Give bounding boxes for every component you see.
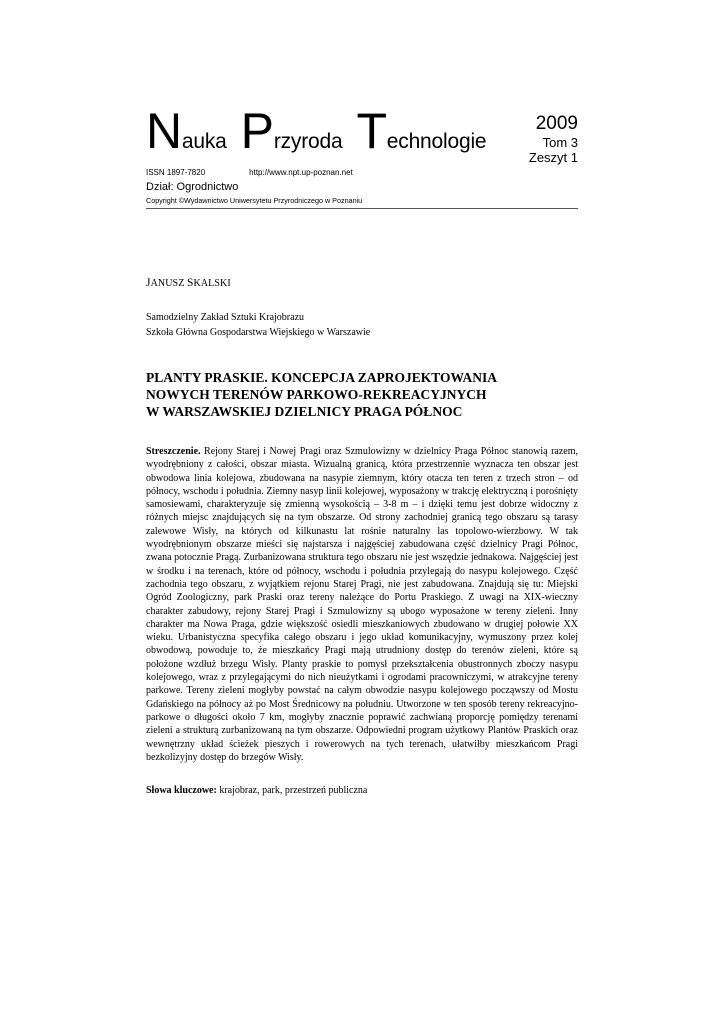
affiliation <box>146 310 370 340</box>
affiliation-line: Szkoła Główna Gospodarstwa Wiejskiego w Warszawie <box>146 327 371 338</box>
keywords <box>146 784 578 797</box>
journal-title-rest-technologie: echnologie <box>386 130 487 153</box>
affiliation-line: Samodzielny Zakład Sztuki Krajobrazu <box>146 312 305 323</box>
journal-url[interactable]: http://www.npt.up-poznan.net <box>249 168 353 177</box>
issn: ISSN 1897-7820 <box>146 168 206 177</box>
abstract-label: Streszczenie. <box>146 446 201 457</box>
keywords-text: krajobraz, park, przestrzeń publiczna <box>219 785 368 796</box>
journal-title-rest-przyroda: rzyroda <box>273 130 343 153</box>
issue-year: 2009 <box>535 113 578 134</box>
header-divider <box>146 208 578 209</box>
article-title-line: NOWYCH TERENÓW PARKOWO-REKREACYJNYCH <box>146 387 487 402</box>
issn-line <box>146 168 353 177</box>
issue-info <box>529 113 578 165</box>
journal-title-initial-p: P <box>240 103 274 159</box>
copyright: Copyright ©Wydawnictwo Uniwersytetu Przyrodniczego w Poznaniu <box>146 196 363 205</box>
abstract <box>146 445 578 764</box>
issue-number: Zeszyt 1 <box>528 150 578 165</box>
article-title <box>146 369 578 420</box>
issue-volume: Tom 3 <box>542 135 578 150</box>
journal-title-initial-n: N <box>146 103 182 159</box>
author-name: JANUSZ SKALSKI <box>146 277 231 289</box>
article-title-line: PLANTY PRASKIE. KONCEPCJA ZAPROJEKTOWANIA <box>146 370 498 385</box>
keywords-label: Słowa kluczowe: <box>146 785 217 796</box>
journal-title <box>146 103 487 167</box>
abstract-text: Rejony Starej i Nowej Pragi oraz Szmulowizny w dzielnicy Praga Północ stanowią razem, wyodrębniony z całości, obszar miasta. Wizualną granicą, która przestrzennie wyznacza ten obszar jest obwodowa linia kolejowa, zbudowana na nasypie ziemnym, który otacza ten teren z trzech stron – od północy, wschodu i południa. Ziemny nasyp linii kolejowej, wyposażony w trakcję elektryczną i porośnięty samosiewami, charakteryzuje się zmienną wysokością – 3-8 m – i dzięki temu jest dobrze widoczny z różnych miejsc znajdujących się na tym obszarze. Od strony zachodniej granicą tego obszaru są tarasy zalewowe Wisły, na których od kilkunastu lat rośnie naturalny las topolowo-wierzbowy. W tak wyodrębnionym obszarze mieści się najstarsza i najgęściej zabudowana część dzielnicy Pragi Północ, zwana potocznie Pragą. Zurbanizowana struktura tego obszaru nie jest wszędzie jednakowa. Najgęściej jest w środku i na terenach, które od północy, wschodu i południa przylegają do nasypu kolejowego. Część zachodnia tego obszaru, z wyjątkiem rejonu Starej Pragi, nie jest zabudowana. Znajdują się tu: Miejski Ogród Zoologiczny, park Praski oraz tereny należące do Portu Praskiego. Z uwagi na XIX-wieczny charakter zabudowy, rejony Starej Pragi i Szmulowizny są ubogo wyposażone w tereny zieleni. Inny charakter ma Nowa Praga, gdzie większość osiedli mieszkaniowych zbudowano w drugiej połowie XX wieku. Urbanistyczna specyfika całego obszaru i jego układ komunikacyjny, wymuszony przez kolej obwodową, powoduje to, że mieszkańcy Pragi mają utrudniony dostęp do terenów zieleni, które są położone wzdłuż brzegu Wisły. Planty praskie to pomysł przekształcenia obustronnych zboczy nasypu kolejowego, wraz z przylegającymi do nich nieużytkami i ogrodami pracowniczymi, w atrakcyjne tereny parkowe. Tereny zieleni mogłyby powstać na całym obwodzie nasypu kolejowego począwszy od Mostu Gdańskiego na północy aż po Most Średnicowy na południu. Utworzone w ten sposób tereny rekreacyjno-parkowe o długości około 7 km, mogłyby znacznie poprawić zachwianą proporcję pomiędzy terenami zieleni a strukturą zurbanizowaną na tym obszarze. Odpowiedni program użytkowy Plantów Praskich oraz wewnętrzny układ ścieżek pieszych i rowerowych na tych terenach, ułatwiłby mieszkańcom Pragi bezkolizyjny dostęp do brzegów Wisły. <box>146 446 578 763</box>
section-label: Dział: Ogrodnictwo <box>146 181 239 193</box>
journal-title-rest-nauka: auka <box>181 130 227 153</box>
article-title-line: W WARSZAWSKIEJ DZIELNICY PRAGA PÓŁNOC <box>146 404 463 419</box>
journal-title-initial-t: T <box>356 103 387 159</box>
